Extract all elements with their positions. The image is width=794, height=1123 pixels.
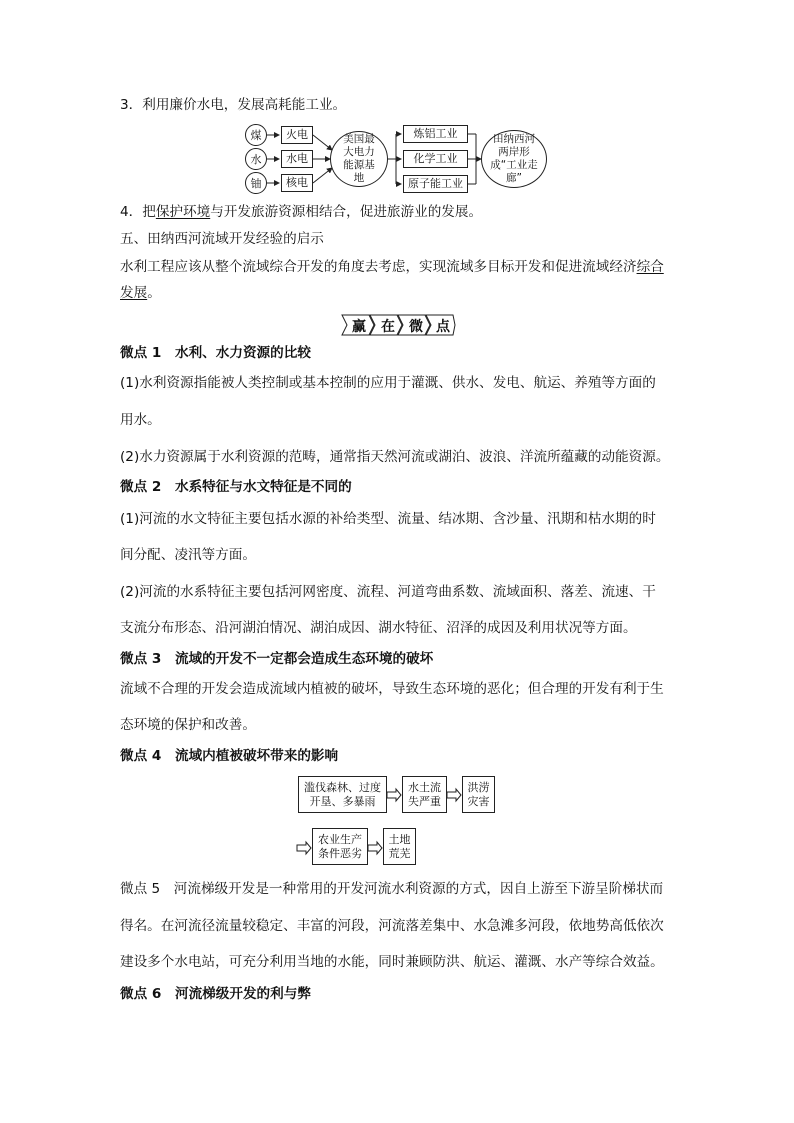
industry-aluminum: 炼铝工业 <box>403 125 468 143</box>
banner-char-4: 点 <box>436 319 450 335</box>
banner-char-1: 赢 <box>352 319 366 335</box>
center-power-base: 美国最大电力能源基地 <box>330 131 388 187</box>
section5-line1 <box>120 258 664 276</box>
effect-flood: 洪涝灾害 <box>462 776 495 813</box>
point1-b: (2)水力资源属于水利资源的范畴，通常指天然河流或湖泊、波浪、洋流所蕴藏的动能资源。 <box>120 449 670 465</box>
point4-title: 微点 4 流域内植被破坏带来的影响 <box>120 748 339 764</box>
point6-title: 微点 6 河流梯级开发的利与弊 <box>120 986 311 1002</box>
industry-atomic: 原子能工业 <box>403 175 468 193</box>
source-water: 水 <box>245 148 267 170</box>
section4-text <box>120 203 482 221</box>
point3-title: 微点 3 流域的开发不一定都会造成生态环境的破坏 <box>120 651 434 667</box>
section5-heading: 五、田纳西河流域开发经验的启示 <box>120 231 324 247</box>
source-uranium: 铀 <box>245 172 267 194</box>
section5-line1-text: 水利工程应该从整个流域综合开发的角度去考虑，实现流域多目标开发和促进流域经济 <box>120 259 637 275</box>
power-nuclear: 核电 <box>281 174 313 192</box>
point1-a-line2: 用水。 <box>120 412 161 428</box>
point2-a-line2: 间分配、凌汛等方面。 <box>120 547 256 563</box>
point2-title: 微点 2 水系特征与水文特征是不同的 <box>120 479 352 495</box>
section5-line1-underlined: 综合 <box>636 259 664 275</box>
point3-line2: 态环境的保护和改善。 <box>120 717 256 733</box>
point1-title: 微点 1 水利、水力资源的比较 <box>120 345 311 361</box>
section5-line2 <box>120 284 161 302</box>
effect-land-barren: 土地荒芜 <box>383 828 416 865</box>
effect-soil-erosion: 水土流失严重 <box>402 776 447 813</box>
section5-line2-text: 。 <box>147 285 161 301</box>
point1-a-line1: (1)水利资源指能被人类控制或基本控制的应用于灌溉、供水、发电、航运、养殖等方面的 <box>120 375 656 391</box>
power-hydro: 水电 <box>281 150 313 168</box>
effect-farming-conditions: 农业生产条件恶劣 <box>312 828 368 865</box>
banner-char-2: 在 <box>381 319 395 335</box>
effect-deforestation: 滥伐森林、过度开垦、多暴雨 <box>298 776 387 813</box>
point2-a-line1: (1)河流的水文特征主要包括水源的补给类型、流量、结冰期、含沙量、汛期和枯水期的时 <box>120 511 656 527</box>
section3-heading: 3．利用廉价水电，发展高耗能工业。 <box>120 97 347 113</box>
point5-line2: 得名。在河流径流量较稳定、丰富的河段，河流落差集中、水急滩多河段，依地势高低依次 <box>120 918 664 934</box>
point5-line1: 微点 5 河流梯级开发是一种常用的开发河流水利资源的方式，因自上游至下游呈阶梯状而 <box>120 881 664 897</box>
source-coal: 煤 <box>245 124 267 146</box>
section4-pre: 4．把 <box>120 204 156 220</box>
section4-underlined: 保护环境 <box>155 204 211 220</box>
power-thermal: 火电 <box>281 126 313 144</box>
point3-line1: 流域不合理的开发会造成流域内植被的破坏，导致生态环境的恶化；但合理的开发有利于生 <box>120 681 664 697</box>
banner-char-3: 微 <box>409 319 423 335</box>
result-industrial-corridor: 田纳西河两岸形成“工业走廊” <box>481 130 547 188</box>
section4-post: 与开发旅游资源相结合，促进旅游业的发展。 <box>210 204 483 220</box>
industry-chemical: 化学工业 <box>403 150 468 168</box>
section-banner <box>341 314 456 336</box>
point2-b-line1: (2)河流的水系特征主要包括河网密度、流程、河道弯曲系数、流域面积、落差、流速、干 <box>120 584 656 600</box>
point2-b-line2: 支流分布形态、沿河湖泊情况、湖泊成因、湖水特征、沼泽的成因及利用状况等方面。 <box>120 620 637 636</box>
section5-line2-underlined: 发展 <box>120 285 148 301</box>
point5-line3: 建设多个水电站，可充分利用当地的水能，同时兼顾防洪、航运、灌溉、水产等综合效益。 <box>120 954 664 970</box>
